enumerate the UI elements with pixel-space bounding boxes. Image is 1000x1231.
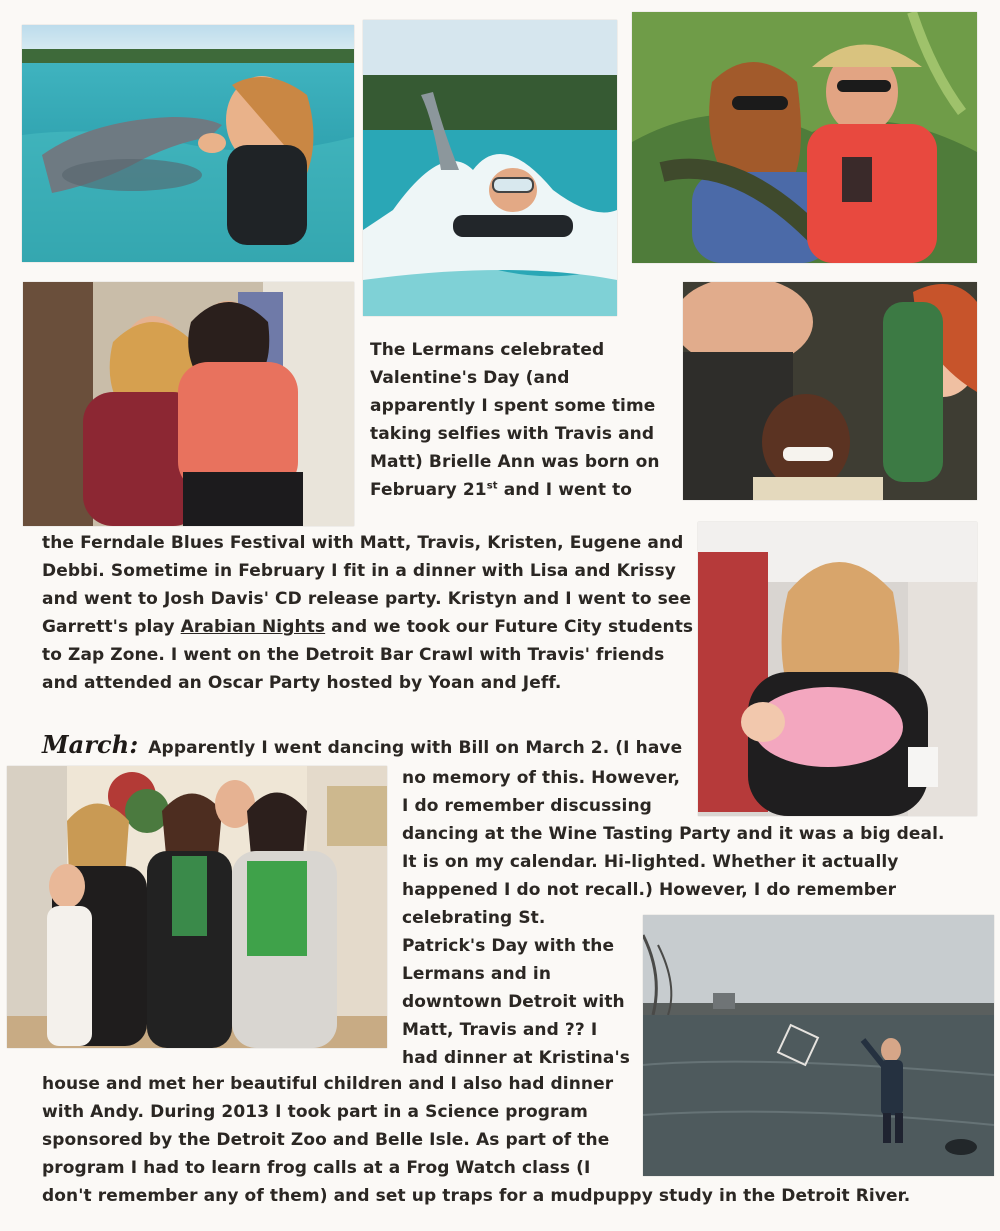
text-line: sponsored by the Detroit Zoo and Belle Isle. As part of the [42, 1130, 610, 1150]
text-line: house and met her beautiful children and I also had dinner [42, 1074, 614, 1094]
text-line: Matt) Brielle Ann was born on [370, 452, 660, 472]
paragraph-march-bottom [42, 1070, 910, 1210]
date-text: February 21 [370, 480, 487, 500]
text-line: The Lermans celebrated [370, 340, 605, 360]
date-ordinal: st [486, 480, 498, 492]
text-segment: Garrett's play [42, 617, 181, 637]
text-line: Debbi. Sometime in February I fit in a dinner with Lisa and Krissy [42, 561, 676, 581]
photo-st-patricks [7, 766, 387, 1048]
text-line: and went to Josh Davis' CD release party. Kristyn and I went to see [42, 589, 692, 609]
text-line: Valentine's Day (and [370, 368, 570, 388]
text-line [42, 731, 682, 759]
text-line: celebrating St. [402, 908, 546, 928]
text-line: I do remember discussing [402, 796, 652, 816]
text-line: apparently I spent some time [370, 396, 656, 416]
text-segment: and we took our Future City students [325, 617, 694, 637]
paragraph-february [42, 529, 693, 697]
text-line: program I had to learn frog calls at a Frog Watch class (I [42, 1158, 591, 1178]
photo-dolphin-ride [363, 20, 617, 316]
paragraph-march-column [402, 764, 945, 1072]
text-line [370, 476, 660, 504]
text-line: taking selfies with Travis and [370, 424, 655, 444]
text-line: Lermans and in [402, 964, 552, 984]
march-first-line [42, 731, 682, 759]
photo-two-women [23, 282, 354, 526]
photo-alligator [632, 12, 977, 263]
text-line: to Zap Zone. I went on the Detroit Bar Crawl with Travis' friends [42, 645, 665, 665]
photo-dolphin-kiss [22, 25, 354, 262]
text-line [42, 613, 693, 641]
text-line: Patrick's Day with the [402, 936, 615, 956]
date-text-after: and I went to [497, 480, 633, 500]
photo-selfie [683, 282, 977, 500]
text-segment: Apparently I went dancing with Bill on March 2. (I have [148, 738, 683, 758]
text-line: downtown Detroit with [402, 992, 625, 1012]
paragraph-valentines [370, 336, 660, 504]
text-line: happened I do not recall.) However, I do remember [402, 880, 897, 900]
text-line: no memory of this. However, [402, 768, 681, 788]
text-line: dancing at the Wine Tasting Party and it was a big deal. [402, 824, 945, 844]
text-line: don't remember any of them) and set up traps for a mudpuppy study in the Detroit River. [42, 1186, 911, 1206]
text-line: had dinner at Kristina's [402, 1048, 630, 1068]
text-line: It is on my calendar. Hi-lighted. Whether it actually [402, 852, 899, 872]
text-line: and attended an Oscar Party hosted by Yoan and Jeff. [42, 673, 562, 693]
text-line: with Andy. During 2013 I took part in a Science program [42, 1102, 588, 1122]
text-line: the Ferndale Blues Festival with Matt, Travis, Kristen, Eugene and [42, 533, 684, 553]
march-heading: March: [42, 730, 139, 759]
play-title: Arabian Nights [180, 617, 326, 637]
text-line: Matt, Travis and ?? I [402, 1020, 598, 1040]
